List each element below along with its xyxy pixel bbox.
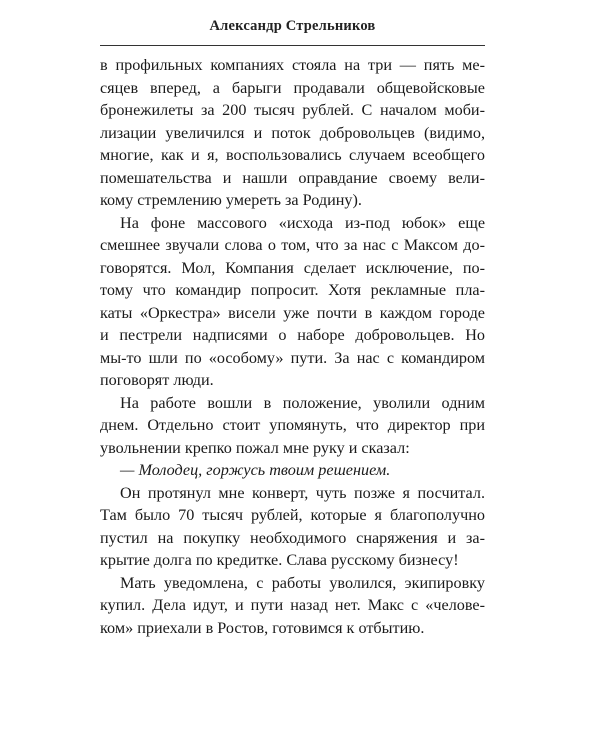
paragraph bbox=[100, 212, 485, 392]
paragraph bbox=[100, 54, 485, 212]
text-line: каты «Оркестра» висели уже почти в каждом городе bbox=[100, 303, 485, 322]
paragraph bbox=[100, 459, 485, 482]
paragraph bbox=[100, 392, 485, 460]
text-line: Там было 70 тысяч рублей, которые я благополучно bbox=[100, 506, 485, 524]
text-line: Мать уведомлена, с работы уволился, экипировку bbox=[120, 573, 485, 592]
text-line: На работе вошли в положение, уволили одним bbox=[120, 393, 485, 412]
text-line: ком» приехали в Ростов, готовимся к отбытию. bbox=[100, 618, 425, 637]
text-line: поговорят люди. bbox=[100, 371, 214, 389]
text-line: — Молодец, горжусь твоим решением. bbox=[120, 461, 391, 479]
text-line: тому что командир попросит. Хотя рекламные пла- bbox=[100, 281, 485, 299]
text-line: бронежилеты за 200 тысяч рублей. С началом моби- bbox=[100, 101, 485, 119]
text-line: говорятся. Мол, Компания сделает исключение, по- bbox=[100, 258, 485, 277]
text-line: многие, как и я, воспользовались случаем всеобщего bbox=[100, 146, 485, 164]
text-line: и пестрели надписями о наборе добровольцев. Но bbox=[100, 326, 485, 344]
text-line: мы-то шли по «особому» пути. За нас с командиром bbox=[100, 348, 485, 367]
text-line: днем. Отдельно стоит упомянуть, что директор при bbox=[100, 416, 485, 434]
text-line: На фоне массового «исхода из-под юбок» еще bbox=[120, 213, 485, 232]
text-line: увольнении крепко пожал мне руку и сказал: bbox=[100, 438, 410, 457]
paragraph bbox=[100, 572, 485, 640]
text-line: в профильных компаниях стояла на три — пять ме- bbox=[100, 56, 485, 74]
text-line: Он протянул мне конверт, чуть позже я посчитал. bbox=[120, 483, 485, 502]
text-line: помешательства и нашли оправдание своему вели- bbox=[100, 168, 485, 187]
text-line: купил. Дела идут, и пути назад нет. Макс с «челове- bbox=[100, 596, 485, 614]
header-rule bbox=[100, 45, 485, 46]
body-text bbox=[100, 54, 485, 639]
text-line: кому стремлению умереть за Родину). bbox=[100, 191, 362, 209]
text-line: пустил на покупку необходимого снаряжения и за- bbox=[100, 528, 485, 547]
paragraph bbox=[100, 482, 485, 572]
text-line: смешнее звучали слова о том, что за нас с Максом до- bbox=[100, 236, 485, 254]
running-head: Александр Стрельников bbox=[209, 18, 376, 34]
text-line: крытие долга по кредитке. Слава русскому бизнесу! bbox=[100, 551, 459, 569]
text-line: сяцев вперед, а барыги продавали общевойсковые bbox=[100, 78, 485, 97]
text-line: лизации увеличился и поток добровольцев (видимо, bbox=[100, 123, 485, 142]
